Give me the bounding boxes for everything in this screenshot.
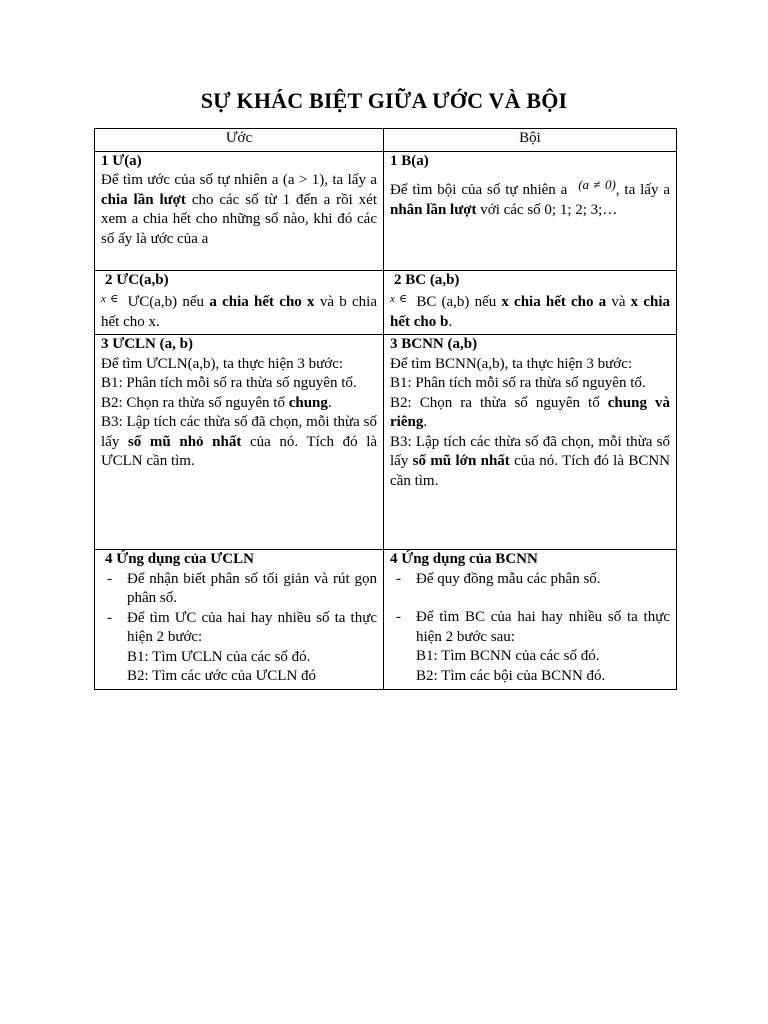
cell-bc <box>384 270 677 335</box>
bold-term: số mũ nhỏ nhất <box>127 433 242 450</box>
text-span: B2: Chọn ra thừa số nguyên tố <box>101 394 289 411</box>
cell-ucln <box>95 335 384 550</box>
cell-uc <box>95 270 384 335</box>
step-2 <box>101 394 377 414</box>
text-span: B3: Lập tích các thừa số đã chọn, mỗi thừa số lấy <box>101 414 377 450</box>
text-span: . <box>327 394 332 411</box>
row-definition <box>95 151 677 270</box>
section-heading: 4 Ứng dụng của ƯCLN <box>105 551 254 567</box>
bold-term: số mũ lớn nhất <box>412 453 510 469</box>
application-list <box>101 570 377 648</box>
text-span: Để tìm bội của số tự nhiên a <box>390 182 573 198</box>
bold-term: a chia hết cho x <box>209 294 315 310</box>
cell-uoc-definition <box>95 151 384 270</box>
header-boi: Bội <box>384 129 677 152</box>
definition-text <box>101 171 377 249</box>
header-uoc: Ước <box>95 129 384 152</box>
definition-text <box>390 290 670 332</box>
step-2 <box>390 394 670 433</box>
application-list <box>390 570 670 590</box>
math-symbol: x ∈ <box>101 293 119 305</box>
section-heading: 2 ƯC(a,b) <box>105 271 169 288</box>
step-1: B1: Phân tích mỗi số ra thừa số nguyên tố. <box>390 375 646 391</box>
definition-text <box>101 290 377 332</box>
math-symbol: x ∈ <box>390 293 408 305</box>
list-item: - Để quy đồng mẫu các phân số. <box>390 570 670 590</box>
text-span: với các số 0; 1; 2; 3;… <box>476 201 618 218</box>
text-span: B3: Lập tích các thừa số đã chọn, mỗi thừa số lấy <box>390 433 670 469</box>
list-item: - Để tìm ƯC của hai hay nhiều số ta thực hiện 2 bước: <box>101 609 377 648</box>
bold-term: chia lần lượt <box>101 191 186 208</box>
step-1: B1: Phân tích mỗi số ra thừa số nguyên tố. <box>101 375 357 391</box>
cell-boi-definition <box>384 151 677 270</box>
list-item: - Để nhận biết phân số tối giản và rút gọn phân số. <box>101 570 377 609</box>
sub-step-2: B2: Tìm các ước của ƯCLN đó <box>127 668 317 684</box>
section-heading: 3 ƯCLN (a, b) <box>101 336 193 352</box>
definition-text <box>390 175 670 220</box>
spacer <box>390 589 670 608</box>
comparison-table <box>94 128 677 690</box>
application-list <box>390 608 670 647</box>
bold-term: x chia hết cho b <box>390 294 670 330</box>
bold-term: chung và riêng <box>390 394 670 430</box>
text-span: của nó. Tích đó là BCNN cần tìm. <box>390 453 671 489</box>
bold-term: nhân lần lượt <box>390 201 477 218</box>
text-span: . <box>423 414 428 430</box>
list-item: - Để tìm BC của hai hay nhiều số ta thực hiện 2 bước sau: <box>390 608 670 647</box>
header-row <box>95 129 677 152</box>
text-span: và <box>606 294 631 310</box>
intro-text: Để tìm ƯCLN(a,b), ta thực hiện 3 bước: <box>101 355 344 372</box>
bold-term: x chia hết cho a <box>501 294 607 310</box>
text-span: của nó. Tích đó là ƯCLN cần tìm. <box>101 433 378 469</box>
text-span: B2: Chọn ra thừa số nguyên tố <box>390 394 608 411</box>
row-gcd-lcm <box>95 335 677 550</box>
bold-term: chung <box>288 394 328 411</box>
section-heading: 1 Ư(a) <box>101 152 142 169</box>
text-span: cho các số từ 1 đến a rồi xét xem a chia hết cho những số nào, khi đó các số ấy là ước của a <box>101 191 377 247</box>
document-title: SỰ KHÁC BIỆT GIỮA ƯỚC VÀ BỘI <box>200 88 568 113</box>
sub-step-2: B2: Tìm các bội của BCNN đó. <box>416 667 606 684</box>
section-heading: 1 B(a) <box>390 152 429 169</box>
step-3 <box>101 413 377 472</box>
math-formula: (a ≠ 0) <box>578 177 616 192</box>
text-span: Để tìm ước của số tự nhiên a (a > 1), ta lấy a <box>101 172 377 188</box>
section-heading: 2 BC (a,b) <box>394 271 460 288</box>
intro-text: Để tìm BCNN(a,b), ta thực hiện 3 bước: <box>390 355 633 372</box>
step-3 <box>390 433 670 492</box>
row-common <box>95 270 677 335</box>
text-span: và b chia hết cho x. <box>101 294 378 330</box>
text-span: , ta lấy a <box>615 182 671 198</box>
sub-step-1: B1: Tìm ƯCLN của các số đó. <box>127 648 311 665</box>
cell-bcnn <box>384 335 677 550</box>
text-span: . <box>448 313 453 330</box>
section-heading: 4 Ứng dụng của BCNN <box>390 551 538 567</box>
row-applications <box>95 550 677 690</box>
text-span: ƯC(a,b) nếu <box>122 294 210 310</box>
cell-ucln-applications <box>95 550 384 690</box>
section-heading: 3 BCNN (a,b) <box>390 336 478 352</box>
cell-bcnn-applications <box>384 550 677 690</box>
text-span: BC (a,b) nếu <box>411 294 502 310</box>
sub-step-1: B1: Tìm BCNN của các số đó. <box>416 648 600 664</box>
